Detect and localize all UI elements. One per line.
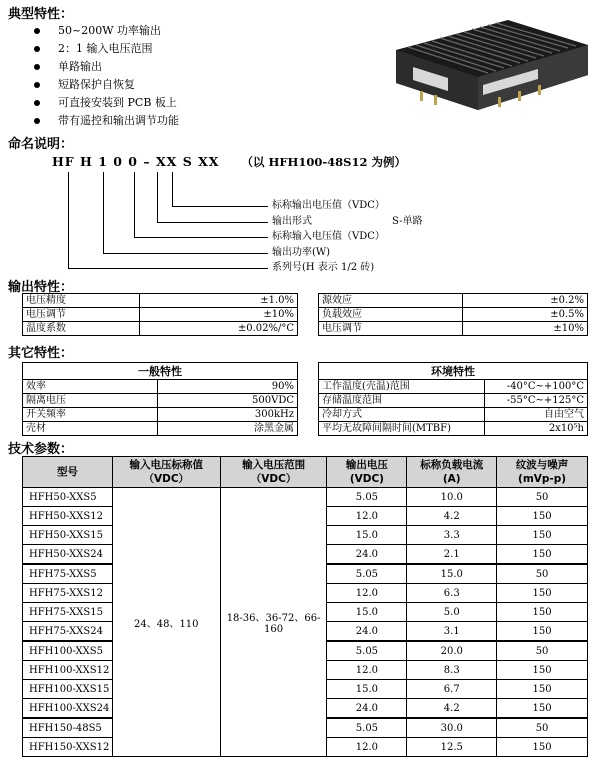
cell-output-voltage: 5.05 [327,641,407,661]
cell-model: HFH150-XXS12 [23,738,113,757]
naming-code [52,154,406,170]
cell-model: HFH50-XXS5 [23,488,113,507]
cell-ripple: 50 [497,718,588,738]
table-row: 负载效应 ±0.5% [319,308,588,322]
table-row: 源效应 ±0.2% [319,294,588,308]
col-header-ripple: 纹波与噪声 (mVp-p) [497,457,588,488]
cell-output-voltage: 15.0 [327,603,407,622]
cell-load-current: 3.1 [407,622,497,642]
feature-item: 单路输出 [34,58,179,76]
annotation-output-form-extra: S-单路 [392,216,423,227]
general-spec-title: 一般特性 [23,363,298,380]
annotation-output-power: 输出功率(W) [272,247,331,258]
cell-ripple: 150 [497,584,588,603]
col-header-output-voltage: 输出电压 (VDC) [327,457,407,488]
cell-load-current: 3.3 [407,526,497,545]
cell-input-nominal: 24、48、110 [112,488,220,757]
feature-item: 可直接安装到 PCB 板上 [34,94,179,112]
cell-model: HFH100-XXS24 [23,699,113,719]
col-header-model: 型号 [23,457,113,488]
feature-item: 短路保护自恢复 [34,76,179,94]
cell-output-voltage: 15.0 [327,526,407,545]
cell-load-current: 4.2 [407,699,497,719]
section-title-naming: 命名说明： [8,137,74,152]
cell-ripple: 150 [497,526,588,545]
cell-ripple: 150 [497,545,588,565]
table-row: 工作温度(壳温)范围 -40°C~+100°C [319,380,588,394]
col-header-load-current: 标称负载电流 (A) [407,457,497,488]
cell-load-current: 30.0 [407,718,497,738]
col-header-input-nominal: 输入电压标称值 （VDC） [112,457,220,488]
table-row: 壳材 涂黑金属 [23,422,298,436]
annotation-output-form: 输出形式 S-单路 [272,216,423,227]
cell-output-voltage: 24.0 [327,545,407,565]
cell-model: HFH75-XXS24 [23,622,113,642]
feature-item: 带有遥控和输出调节功能 [34,112,179,130]
cell-output-voltage: 5.05 [327,564,407,584]
cell-load-current: 2.1 [407,545,497,565]
feature-item: 2：1 输入电压范围 [34,40,179,58]
cell-load-current: 5.0 [407,603,497,622]
feature-list [34,22,179,130]
cell-model: HFH100-XXS12 [23,661,113,680]
cell-input-range: 18-36、36-72、66-160 [220,488,327,757]
product-module-image [388,5,593,120]
cell-model: HFH150-48S5 [23,718,113,738]
cell-ripple: 150 [497,603,588,622]
cell-load-current: 4.2 [407,507,497,526]
cell-ripple: 50 [497,488,588,507]
cell-ripple: 150 [497,661,588,680]
cell-load-current: 8.3 [407,661,497,680]
output-spec-table-left [22,293,298,336]
cell-model: HFH50-XXS15 [23,526,113,545]
cell-load-current: 15.0 [407,564,497,584]
table-header-row [23,457,588,488]
table-row: 隔离电压 500VDC [23,394,298,408]
cell-load-current: 6.7 [407,680,497,699]
annotation-input-voltage: 标称输入电压值（VDC） [272,231,385,242]
section-title-tech: 技术参数： [8,442,74,457]
table-row [23,488,588,507]
cell-ripple: 150 [497,622,588,642]
cell-output-voltage: 24.0 [327,699,407,719]
cell-ripple: 50 [497,641,588,661]
cell-load-current: 12.5 [407,738,497,757]
cell-output-voltage: 24.0 [327,622,407,642]
tech-param-table [22,456,588,757]
table-row: 电压调节 ±10% [319,322,588,336]
model-example: （以 HFH100-48S12 为例） [241,155,406,169]
cell-output-voltage: 12.0 [327,584,407,603]
cell-ripple: 50 [497,564,588,584]
general-spec-table [22,362,298,436]
cell-output-voltage: 12.0 [327,738,407,757]
cell-ripple: 150 [497,507,588,526]
cell-output-voltage: 15.0 [327,680,407,699]
cell-model: HFH50-XXS24 [23,545,113,565]
output-spec-table-right [318,293,588,336]
cell-load-current: 20.0 [407,641,497,661]
cell-output-voltage: 5.05 [327,488,407,507]
cell-ripple: 150 [497,738,588,757]
table-row: 冷却方式 自由空气 [319,408,588,422]
table-row: 效率 90% [23,380,298,394]
cell-model: HFH75-XXS12 [23,584,113,603]
cell-model: HFH100-XXS15 [23,680,113,699]
section-title-other: 其它特性： [8,346,74,361]
model-code: HF H 1 0 0 – XX S XX [52,154,220,169]
cell-output-voltage: 12.0 [327,661,407,680]
env-spec-title: 环境特性 [319,363,588,380]
section-title-output: 输出特性： [8,280,74,295]
cell-model: HFH75-XXS15 [23,603,113,622]
cell-model: HFH100-XXS5 [23,641,113,661]
cell-ripple: 150 [497,699,588,719]
section-title-typical: 典型特性： [8,7,74,22]
table-row: 存储温度范围 -55°C~+125°C [319,394,588,408]
cell-load-current: 10.0 [407,488,497,507]
annotation-series: 系列号(H 表示 1/2 砖) [272,262,375,273]
col-header-input-range: 输入电压范围 （VDC） [220,457,327,488]
cell-output-voltage: 5.05 [327,718,407,738]
cell-output-voltage: 12.0 [327,507,407,526]
table-row: 平均无故障间隔时间(MTBF) 2x10⁵h [319,422,588,436]
feature-item: 50~200W 功率输出 [34,22,179,40]
cell-ripple: 150 [497,680,588,699]
env-spec-table [318,362,588,436]
table-row: 温度系数 ±0.02%/°C [23,322,298,336]
table-row: 电压调节 ±10% [23,308,298,322]
table-row: 开关频率 300kHz [23,408,298,422]
table-row: 电压精度 ±1.0% [23,294,298,308]
cell-model: HFH75-XXS5 [23,564,113,584]
annotation-output-voltage: 标称输出电压值（VDC） [272,200,385,211]
cell-model: HFH50-XXS12 [23,507,113,526]
cell-load-current: 6.3 [407,584,497,603]
